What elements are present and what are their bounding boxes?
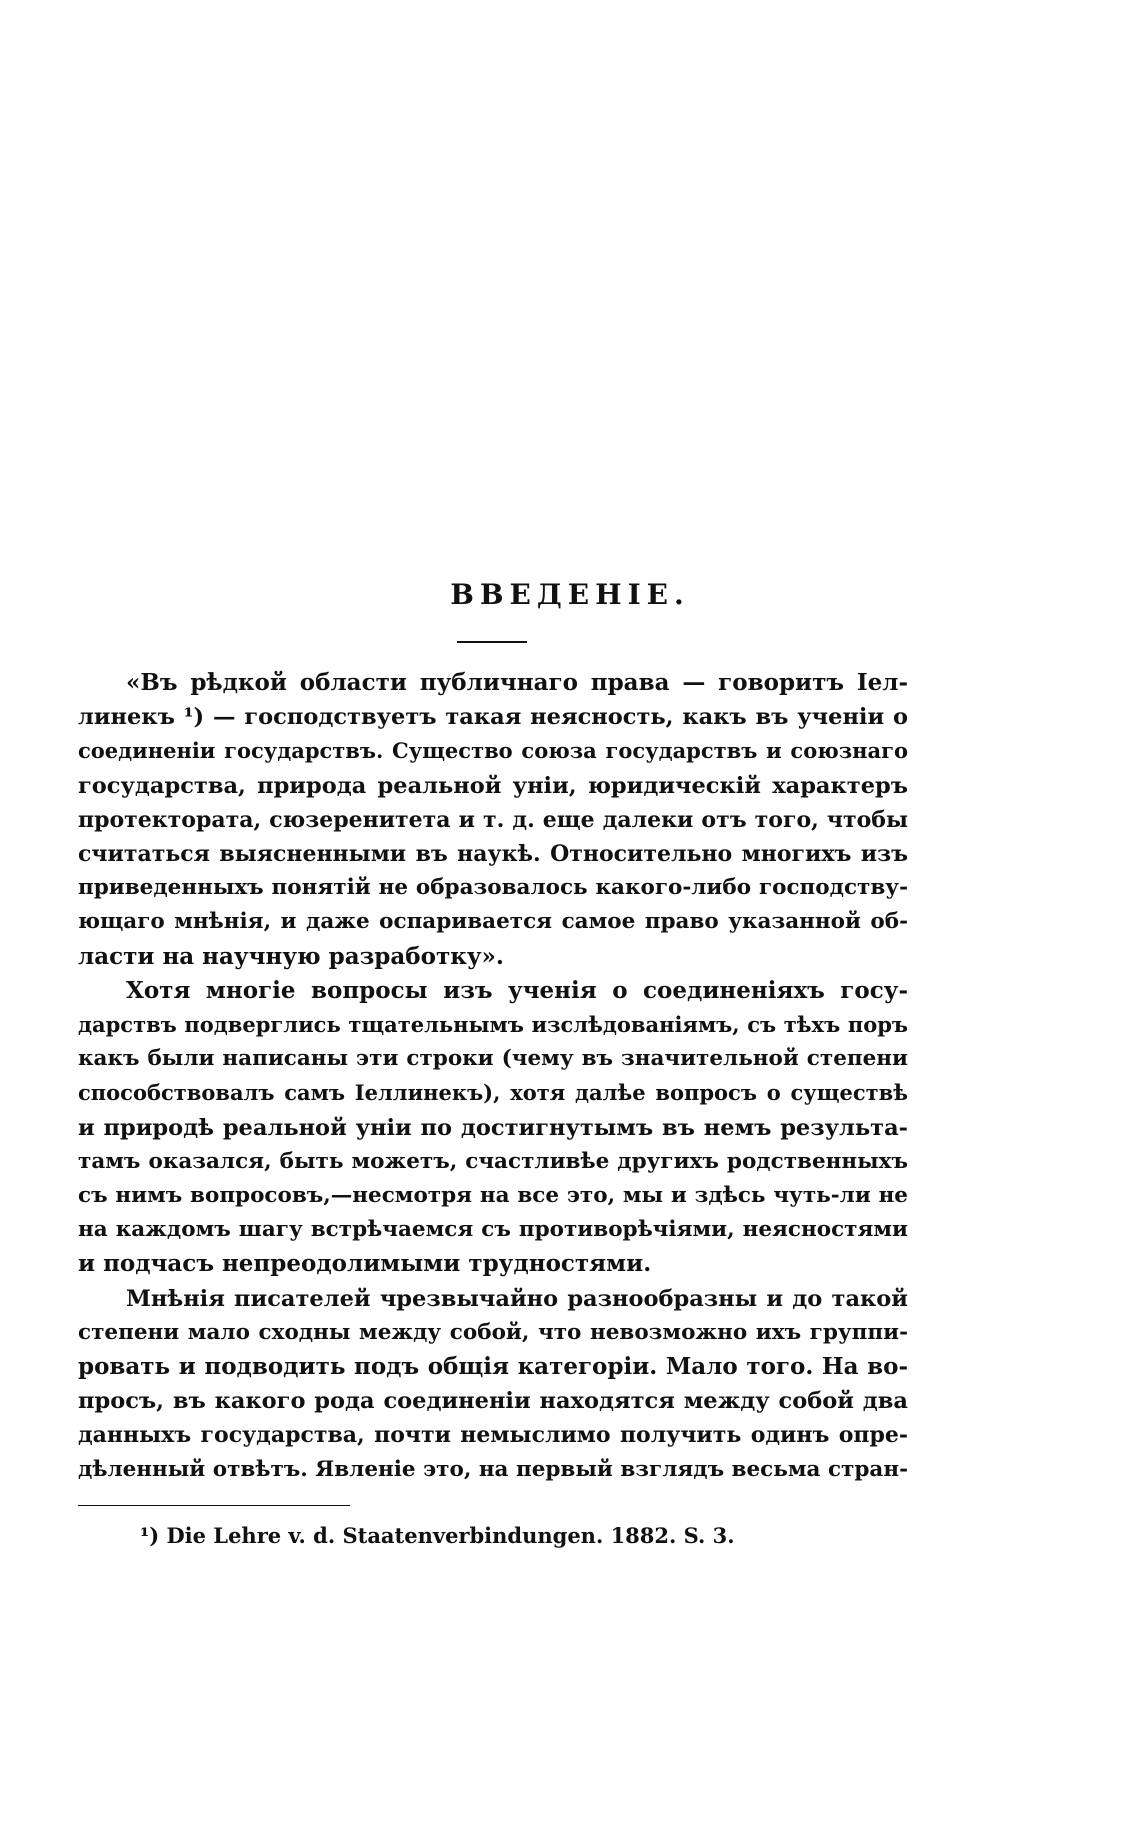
text-line: тамъ оказался, быть можетъ, счастливѣе другихъ родственныхъ bbox=[78, 1148, 908, 1174]
text-line: съ нимъ вопросовъ,—несмотря на все это, мы и здѣсь чуть-ли не bbox=[78, 1183, 908, 1209]
title-divider bbox=[457, 641, 527, 643]
text-line: и подчасъ непреодолимыми трудностями. bbox=[78, 1250, 652, 1278]
text-line: считаться выясненными въ наукѣ. Относительно многихъ изъ bbox=[78, 841, 908, 868]
text-line: способствовалъ самъ Іеллинекъ), хотя далѣе вопросъ о существѣ bbox=[78, 1080, 908, 1106]
text-line: просъ, въ какого рода соединеніи находятся между собой два bbox=[78, 1388, 908, 1415]
text-line: какъ были написаны эти строки (чему въ значительной степени bbox=[78, 1046, 908, 1072]
paragraph-2 bbox=[78, 974, 908, 1282]
paragraph-1 bbox=[78, 666, 908, 974]
text-line: государства, природа реальной уніи, юридическій характеръ bbox=[78, 772, 908, 799]
text-line: дѣленный отвѣтъ. Явленіе это, на первый взглядъ весьма стран- bbox=[78, 1456, 908, 1482]
text-line: данныхъ государства, почти немыслимо получить одинъ опре- bbox=[78, 1422, 908, 1449]
page-title: ВВЕДЕНІЕ. bbox=[450, 578, 690, 611]
paragraph-3 bbox=[78, 1282, 908, 1487]
text-line: и природѣ реальной уніи по достигнутымъ въ немъ результа- bbox=[78, 1114, 908, 1141]
text-line: протектората, сюзеренитета и т. д. еще далеки отъ того, чтобы bbox=[78, 806, 908, 833]
footnote: ¹) Die Lehre v. d. Staatenverbindungen. 1882. S. 3. bbox=[140, 1523, 735, 1548]
text-line: дарствъ подверглись тщательнымъ изслѣдованіямъ, съ тѣхъ поръ bbox=[78, 1012, 908, 1038]
text-line: на каждомъ шагу встрѣчаемся съ противорѣчіями, неясностями bbox=[78, 1217, 908, 1243]
text-line: Мнѣнія писателей чрезвычайно разнообразны и до такой bbox=[126, 1285, 908, 1312]
footnote-divider bbox=[78, 1505, 350, 1506]
body-text bbox=[78, 666, 908, 1487]
text-line: Хотя многіе вопросы изъ ученія о соединеніяхъ госу- bbox=[126, 976, 908, 1004]
text-line: линекъ ¹) — господствуетъ такая неясность, какъ въ ученіи о bbox=[78, 704, 908, 731]
text-line: приведенныхъ понятій не образовалось какого-либо господству- bbox=[78, 875, 908, 901]
text-line: степени мало сходны между собой, что невозможно ихъ группи- bbox=[78, 1319, 908, 1345]
text-line: «Въ рѣдкой области публичнаго права — говоритъ Іел- bbox=[126, 669, 908, 696]
text-line: ющаго мнѣнія, и даже оспаривается самое право указанной об- bbox=[78, 909, 908, 935]
text-line: ласти на научную разработку». bbox=[78, 942, 504, 970]
text-line: ровать и подводить подъ общія категоріи. Мало того. На во- bbox=[78, 1353, 908, 1381]
text-line: соединеніи государствъ. Существо союза государствъ и союзнаго bbox=[78, 738, 908, 764]
